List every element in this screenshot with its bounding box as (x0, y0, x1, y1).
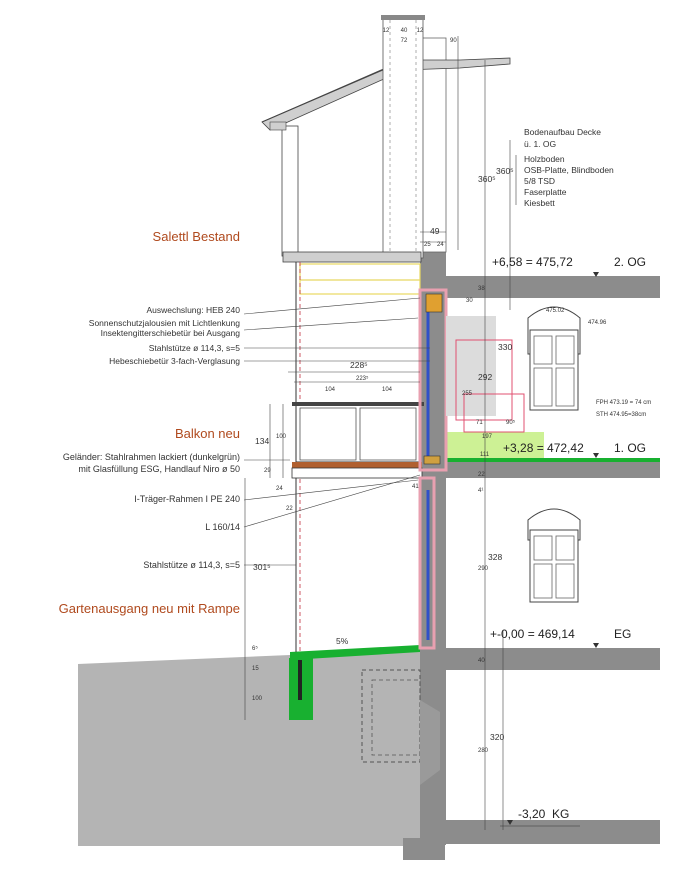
dim-40: 40 (478, 658, 485, 664)
foundation (403, 838, 445, 860)
window-note-top-left: 475.02 (546, 308, 565, 314)
dim-38: 38 (478, 286, 485, 292)
level-og1-name: 1. OG (614, 441, 647, 455)
dim-330: 330 (498, 342, 513, 352)
heading-saletti: Salettl Bestand (152, 229, 240, 244)
window-note-top-right: 474.96 (588, 320, 607, 326)
buildup-layer-4: Kiesbett (524, 198, 555, 208)
buildup-layer-2: 5/8 TSD (524, 176, 556, 186)
dim-328: 328 (488, 552, 503, 562)
dim-6: 6⁵ (252, 646, 258, 652)
label-stahlstuetze-1: Stahlstütze ø 114,3, s=5 (148, 343, 240, 353)
ramp-foundation-post (298, 660, 302, 700)
window-note-fph: FPH 473.19 = 74 cm (596, 400, 652, 406)
label-itraeger: I-Träger-Rahmen I PE 240 (134, 494, 240, 504)
dim-360a: 360⁵ (478, 174, 496, 184)
saletti-yellow (300, 264, 420, 294)
railing-glass-2 (360, 408, 416, 460)
label-gelaender-1: Geländer: Stahlrahmen lackiert (dunkelgrün) (62, 452, 240, 462)
dim-100: 100 (276, 434, 287, 440)
dim-15: 15 (252, 666, 259, 672)
dim-71: 71 (476, 420, 483, 426)
dim-5pct: 5% (336, 636, 349, 646)
chimney (383, 18, 423, 258)
dim-25: 25 (424, 242, 431, 248)
label-gelaender-2: mit Glasfüllung ESG, Handlauf Niro ø 50 (78, 464, 240, 474)
chimney-cap (381, 15, 425, 20)
shading-box (426, 294, 442, 312)
level-eg-value: +-0,00 = 469,14 (490, 627, 575, 641)
buildup-title-1: Bodenaufbau Decke (524, 127, 602, 137)
dim-290: 290 (478, 566, 489, 572)
dim-223: 223⁵ (356, 376, 369, 382)
dim-chimney-12a: 12 (382, 28, 390, 34)
dim-chimney-90: 90 (450, 38, 457, 44)
railing-glass-1 (300, 408, 356, 460)
saletti-gutter (270, 122, 286, 130)
dim-24b: 24 (276, 486, 283, 492)
dim-301: 301⁵ (253, 562, 271, 572)
dim-24: 24 (437, 242, 444, 248)
interior-grey (446, 316, 496, 416)
buildup-layer-3: Faserplatte (524, 187, 567, 197)
label-winkel: L 160/14 (205, 522, 240, 532)
label-sonnenschutz-2: Insektengitterschiebetür bei Ausgang (100, 328, 240, 338)
dim-22: 22 (478, 472, 485, 478)
og1-floor-line (446, 458, 660, 462)
dim-197: 197 (482, 434, 493, 440)
dim-104b: 104 (382, 387, 393, 393)
dim-30: 30 (466, 298, 473, 304)
chimney-wall (420, 38, 446, 252)
level-kg-value: -3,20 (518, 807, 546, 821)
level-og2-name: 2. OG (614, 255, 647, 269)
dim-chimney-72: 72 (400, 38, 408, 44)
dim-41b: 41 (412, 484, 419, 490)
heading-garten: Gartenausgang neu mit Rampe (58, 601, 240, 616)
buildup-layer-1: OSB-Platte, Blindboden (524, 165, 614, 175)
dim-chimney-40: 40 (400, 28, 408, 34)
dim-90: 90⁵ (506, 420, 516, 426)
label-sonnenschutz-1: Sonnenschutzjalousien mit Lichtlenkung (88, 318, 240, 328)
dim-111: 111 (480, 452, 490, 458)
dim-41: 4¹ (478, 488, 484, 494)
dim-255: 255 (462, 391, 473, 397)
dim-292: 292 (478, 372, 493, 382)
heading-balkon: Balkon neu (174, 426, 240, 441)
window-note-sth: STH 474.95=38cm (596, 412, 647, 418)
dim-104a: 104 (325, 387, 336, 393)
window-og1 (528, 307, 580, 410)
dim-22b: 22 (286, 506, 293, 512)
i-beam-frame (292, 468, 422, 478)
dim-280: 280 (478, 748, 489, 754)
level-kg-name: KG (552, 807, 570, 821)
label-stahlstuetze-2: Stahlstütze ø 114,3, s=5 (143, 560, 240, 570)
basement-floor (420, 820, 660, 844)
dim-100b: 100 (252, 696, 263, 702)
dim-134: 134 (255, 436, 270, 446)
level-og2-value: +6,58 = 475,72 (492, 255, 573, 269)
saletti-eave (282, 126, 298, 256)
dim-228: 228⁵ (350, 360, 368, 370)
dim-360b: 360⁵ (496, 166, 514, 176)
saletti-floor (283, 252, 421, 262)
window-eg (528, 509, 580, 602)
balcony-floor (292, 462, 422, 468)
threshold (424, 456, 440, 464)
buildup-layer-0: Holzboden (524, 154, 565, 164)
level-og1-value: +3,28 = 472,42 (503, 441, 584, 455)
level-eg-name: EG (614, 627, 632, 641)
balcony-handrail (292, 402, 424, 406)
dim-chimney-12b: 12 (416, 28, 424, 34)
buildup-title-2: ü. 1. OG (524, 139, 557, 149)
dim-49: 49 (430, 226, 440, 236)
earth-left (78, 648, 420, 846)
label-hebeschiebetuer: Hebeschiebetür 3-fach-Verglasung (109, 356, 240, 366)
dim-320: 320 (490, 732, 505, 742)
dim-29: 29 (264, 468, 271, 474)
cellar-stair (420, 700, 440, 785)
label-auswechslung: Auswechslung: HEB 240 (146, 305, 240, 315)
